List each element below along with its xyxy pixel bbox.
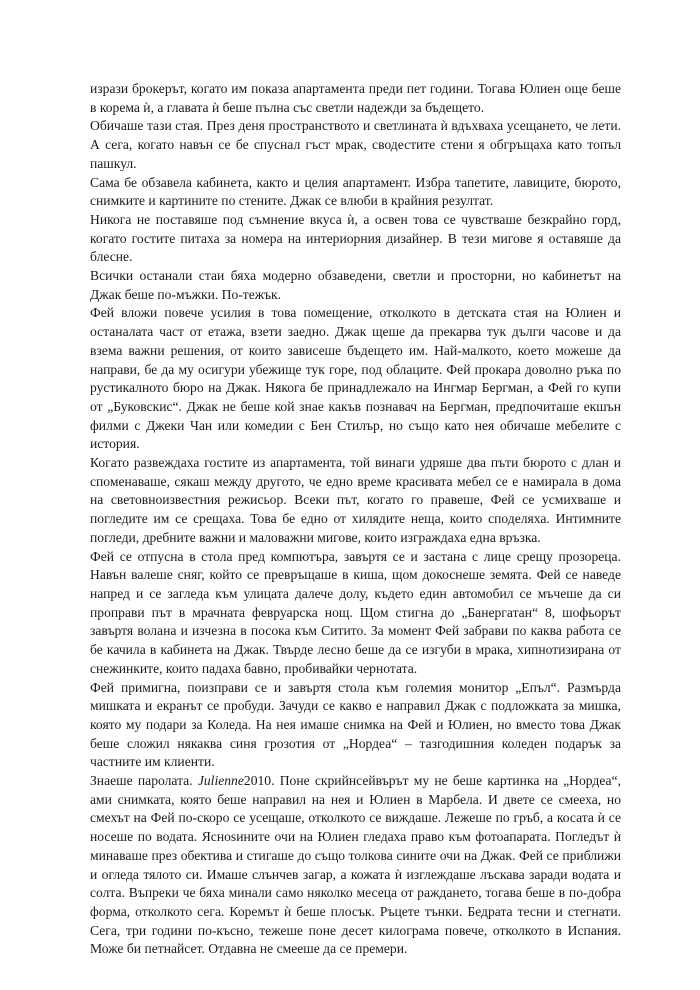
paragraph-1: изрази брокерът, когато им показа апартамента преди пет години. Тогава Юлиен още беше в корема ѝ, а главата ѝ беше пълна със светли надежди за бъдещето. bbox=[90, 81, 621, 115]
paragraph-2: Обичаше тази стая. През деня пространството и светлината ѝ вдъхваха усещането, че лети. А сега, когато навън се бе спуснал гъст мрак, сводестите стени я обгръщаха като топъл пашкул. bbox=[90, 118, 621, 171]
paragraph-10-before: Знаеше паролата. bbox=[90, 773, 198, 789]
document-page bbox=[90, 80, 621, 959]
paragraph-3: Сама бе обзавела кабинета, както и целия апартамент. Избра тапетите, лавиците, бюрото, снимките и картините по стените. Джак се влюби в крайния резултат. bbox=[90, 174, 621, 209]
paragraph-10-after: 2010. Поне скрийнсейвърът му не беше картинка на „Нордеа“, ами снимката, която беше направил на нея и Юлиен в Марбела. И двете се смееха, но смехът на Фей по-скоро се усещаше, отколкото се виждаше. Лежеше по гръб, а косата ѝ се носеше по водата. Яснosините очи на Юлиен гледаха право към фотоапарата. Погледът ѝ минаваше през обектива и стигаше до също толкова сините очи на Джак. Фей се приближи и огледа тялото си. Имаше слънчев загар, а кожата ѝ изглеждаше лъскава заради водата и солта. Въпреки че бяха минали само няколко месеца от раждането, тогава беше в по-добра форма, отколкото сега. Коремът ѝ беше плосък. Ръцете тънки. Бедрата тесни и стегнати. Сега, три години по-късно, тежеше поне десет килограма повече, отколкото в Испания. Може би петнайсет. Отдавна не смееше да се премери. bbox=[90, 773, 621, 957]
paragraph-5: Всички останали стаи бяха модерно обзаведени, светли и просторни, но кабинетът на Джак беше по-мъжки. По-тежък. bbox=[90, 268, 621, 302]
paragraph-8: Фей се отпусна в стола пред компютъра, завъртя се и застана с лице срещу прозореца. Навън валеше сняг, който се превръщаше в киша, щом докоснеше земята. Фей се наведе напред и се загледа към улицата далече долу, където един автомобил се мъчеше да си проправи път в мрачната февруарска нощ. Щом стигна до „Банергатан“ 8, шофьорът завъртя волана и изчезна в посока към Ситито. За момент Фей забрави по каква работа се бе качила в кабинета на Джак. Твърде лесно беше да се изгуби в мрака, хипнотизирана от снежинките, които падаха бавно, пробивайки чернотата. bbox=[90, 548, 621, 676]
paragraph-7: Когато развеждаха гостите из апартамента, той винаги удряше два пъти бюрото с длан и споменаваше, сякаш между другото, че едно време красивата мебел се е намирала в дома на световноизвестния режисьор. Всеки път, когато го правеше, Фей се усмихваше и погледите им се срещаха. Това бе едно от хилядите неща, които споделяха. Интимните погледи, дребните важни и маловажни мигове, които изграждаха една връзка. bbox=[90, 455, 621, 545]
paragraph-6: Фей вложи повече усилия в това помещение, отколкото в детската стая на Юлиен и останалата част от етажа, взети заедно. Джак щеше да прекарва тук дълги часове и да взема важни решения, от които зависеше бъдещето им. Най-малкото, което можеше да направи, бе да му осигури убежище тук горе, под облаците. Фей прокара доволно ръка по рустикалното бюро на Джак. Някога бе принадлежало на Ингмар Бергман, а Фей го купи от „Буковскис“. Джак не беше кой знае какъв познавач на Бергман, предпочиташе екшън филми с Джеки Чан или комедии с Бен Стилър, но също като нея обичаше мебелите с история. bbox=[90, 305, 621, 452]
paragraph-4: Никога не поставяше под съмнение вкуса ѝ, а освен това се чувстваше безкрайно горд, когато гостите питаха за номера на интериорния дизайнер. В тези мигове я оставяше да блесне. bbox=[90, 211, 621, 265]
paragraph-10-password: Julienne bbox=[197, 773, 244, 789]
paragraph-9: Фей примигна, поизправи се и завъртя стола към големия монитор „Епъл“. Размърда мишката и екранът се пробуди. Зачуди се какво е направил Джак с подложката за мишка, която му подари за Коледа. На нея имаше снимка на Фей и Юлиен, но вместо това Джак беше сложил някаква синя грозотия от „Нордеа“ – тазгодишния коледен подарък за частните им клиенти. bbox=[90, 679, 621, 770]
paragraph-10 bbox=[90, 772, 621, 959]
